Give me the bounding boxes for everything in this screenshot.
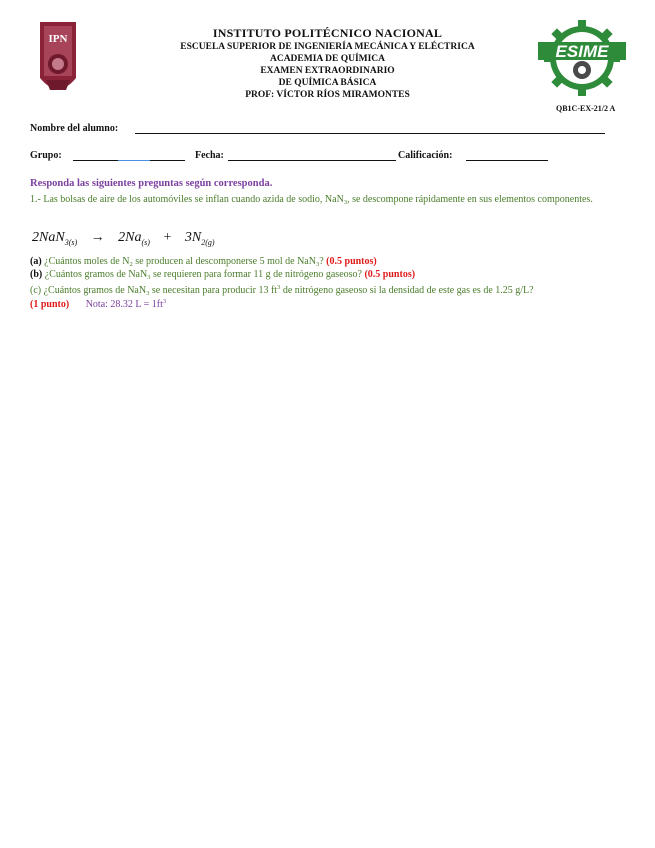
eq-product-2: 3N [184, 230, 202, 245]
grade-label: Calificación: [398, 150, 453, 161]
eq-plus: + [163, 230, 172, 245]
question-1-intro: 1.- Las bolsas de aire de los automóviles se inflan cuando azida de sodio, NaN$_3$, se descompone rápidamente en sus elementos componentes. [30, 194, 593, 206]
academy-name: ACADEMIA DE QUÍMICA [269, 54, 386, 64]
ipn-logo [36, 20, 80, 100]
exam-subject: DE QUÍMICA BÁSICA [278, 78, 377, 88]
institution-title: INSTITUTO POLITÉCNICO NACIONAL [212, 26, 443, 40]
reaction-equation: $2NaN_{3(s)} \to 2Na_{(s)} + 3N_{2(g)}$ [32, 230, 215, 247]
esime-logo-text: ESIME [555, 42, 609, 61]
professor-name: PROF: VÍCTOR RÍOS MIRAMONTES [245, 90, 410, 100]
question-1a: (a) ¿Cuántos moles de $N_2$ se producen al descomponerse 5 mol de NaN$_3$? (0.5 puntos) [30, 256, 377, 268]
question-1b: (b) ¿Cuántos gramos de NaN$_3$ se requieren para formar 11 g de nitrógeno gaseoso? (0.5 puntos) [30, 269, 416, 281]
grade-input[interactable] [466, 160, 548, 161]
student-name-input[interactable] [135, 133, 605, 134]
text-cursor-marker [118, 160, 150, 161]
school-name: ESCUELA SUPERIOR DE INGENIERÍA MECÁNICA Y ELÉCTRICA [180, 42, 475, 52]
eq-arrow: → [90, 230, 105, 245]
esime-logo [536, 18, 628, 100]
ipn-logo-text: IPN [48, 33, 68, 45]
question-1a-points: (0.5 puntos) [326, 256, 377, 267]
question-1c: (c) ¿Cuántos gramos de NaN$_3$ se necesitan para producir 13 $ft^3$ de nitrógeno gaseoso si la densidad de este gas es de 1.25 g/L? [30, 284, 534, 297]
group-label: Grupo: [30, 150, 62, 161]
question-1c-footer [30, 295, 166, 311]
exam-type: EXAMEN EXTRAORDINARIO [260, 66, 395, 76]
instructions: Responda las siguientes preguntas según corresponda. [30, 178, 273, 189]
date-label: Fecha: [195, 150, 224, 161]
question-1c-points: (1 punto) [30, 299, 70, 310]
eq-reactant: 2NaN [32, 230, 65, 245]
exam-code: QB1C-EX-21/2 A [556, 104, 616, 113]
date-input[interactable] [228, 160, 396, 161]
student-name-label: Nombre del alumno: [30, 123, 119, 134]
question-1c-note: Nota: 28.32 $L = 1ft^3$ [85, 298, 167, 310]
question-1b-points: (0.5 puntos) [364, 269, 416, 280]
eq-product-1: 2Na [118, 230, 142, 245]
